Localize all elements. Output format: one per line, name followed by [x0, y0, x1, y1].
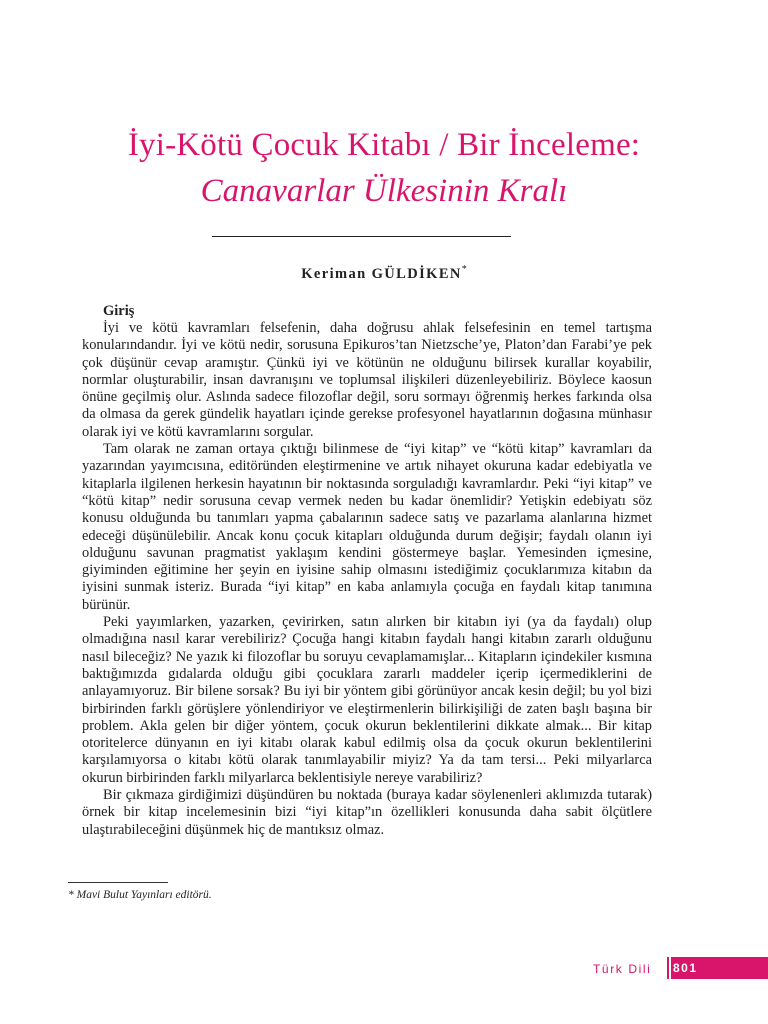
- paragraph: Peki yayımlarken, yazarken, çevirirken, satın alırken bir kitabın iyi (ya da faydalı) olup olmadığına nasıl karar verebiliriz? Çocuğa hangi kitabın faydalı hangi kitabın zararlı olduğunu nasıl bileceğiz? Ne yazık ki filozoflar bu soruyu cevaplamamışlar... Kitapların içindekiler kısmına baktığımızda gıdalarda olduğu gibi çocuklara zararlı maddeler içerip içermediklerini de anlayamıyoruz. Bir bilene sorsak? Bu iyi bir yöntem gibi görünüyor ancak kesin değil; bu yol bizi birbirinden farklı görüşlere yönlendiriyor ve eleştirmenlerin bilirkişiliği de zaten başlı başına bir problem. Akla gelen bir diğer yöntem, çocuk okurun beklentilerini dikkate almak... Bir kitap otoritelerce dünyanın en iyi kitabı olarak kabul edilmiş olsa da çocuk okurun beklentilerini karşılamıyorsa o kitabı kötü olarak tanımlayabilir miyiz? Ya da tam tersi... Peki milyarlarca okurun birbirinden farklı milyarlarca beklentisiyle nereye varabiliriz?: [82, 614, 652, 786]
- author-name: Keriman GÜLDİKEN: [301, 265, 462, 282]
- paragraph: Tam olarak ne zaman ortaya çıktığı bilinmese de “iyi kitap” ve “kötü kitap” kavramları da yazarından yayımcısına, editöründen eleştirmenine ve artık nihayet okuruna kadar edebiyatla ve kitaplarla ilgilenen herkesin hayatının bir noktasında sorguladığı kavramlardır. Peki “iyi kitap” ve “kötü kitap” nedir sorusuna cevap vermek neden bu kadar önemlidir? Yetişkin edebiyatı söz konusu olduğunda bu tanımları yapma çabalarının sadece satış ve pazarlama alanlarına hizmet edeceği düşünülebilir. Ancak konu çocuk kitapları olduğunda durum değişir; faydalı olanın iyi olduğunu savunan pragmatist yaklaşım kendini göstermeye başlar. Yemesinden içmesine, giyiminden eğitimine her şeyin en iyisine sahip olmasını istediğimiz çocuklarımıza kitabın da iyisini sunmak isteriz. Burada “iyi kitap” en kaba anlamıyla çocuğa en faydalı kitap tanımına bürünür.: [82, 441, 652, 613]
- article-title: İyi-Kötü Çocuk Kitabı / Bir İnceleme:: [127, 127, 641, 163]
- section-heading: Giriş: [103, 303, 135, 319]
- footnote: * Mavi Bulut Yayınları editörü.: [68, 889, 212, 901]
- author-line: [0, 264, 768, 283]
- author-footnote-mark: *: [461, 264, 467, 275]
- page-number: 801: [673, 961, 698, 975]
- article-title-block: [0, 122, 768, 214]
- title-divider: [212, 236, 511, 237]
- article-subtitle: Canavarlar Ülkesinin Kralı: [200, 173, 568, 209]
- journal-name: Türk Dili: [593, 962, 652, 976]
- footnote-divider: [68, 882, 168, 883]
- paragraph: İyi ve kötü kavramları felsefenin, daha doğrusu ahlak felsefesinin en temel tartışma konularındandır. İyi ve kötü nedir, sorusuna Epikuros’tan Nietzsche’ye, Platon’dan Farabi’ye pek çok düşünür cevap aramıştır. Çünkü iyi ve kötünün ne olduğunu bilirsek kurallar koyabilir, normlar oluşturabilir, insan davranışını ve toplumsal ilişkileri düzenleyebiliriz. Böylece kaosun önüne geçilmiş olur. Aslında sadece filozoflar değil, soru sormayı öğrenmiş herkes farkında olsa da olmasa da gerek gündelik hayatları içinde gerekse profesyonel hayatlarının doğasına münhasır olarak iyi ve kötü kavramlarını sorgular.: [82, 320, 652, 440]
- paragraph: Bir çıkmaza girdiğimizi düşündüren bu noktada (buraya kadar söylenenleri aklımızda tutarak) örnek bir kitap incelemesinin bizi “iyi kitap”ın özellikleri konusunda daha sabit ölçütlere ulaştırabileceğini düşünmek hiç de mantıksız olmaz.: [82, 787, 652, 838]
- article-body: [82, 320, 652, 839]
- page-bar-divider: [669, 957, 671, 979]
